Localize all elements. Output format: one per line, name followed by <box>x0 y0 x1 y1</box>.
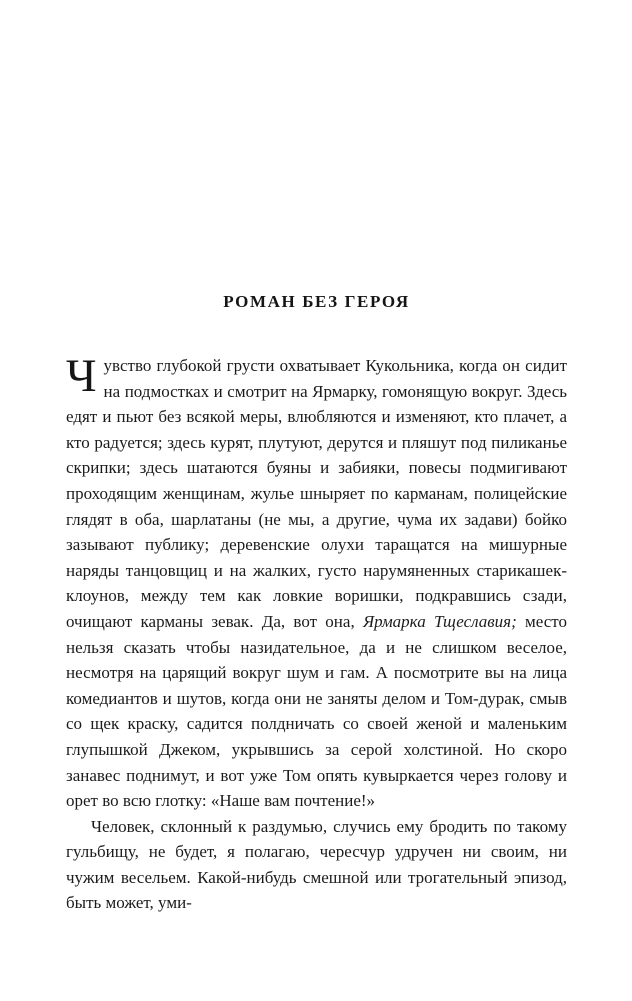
drop-cap: Ч <box>66 350 97 402</box>
page-title: РОМАН БЕЗ ГЕРОЯ <box>223 292 410 311</box>
text-block <box>66 350 567 916</box>
text-segment: увство глубокой грусти охватывает Кукольника, когда он сидит на подмостках и смотрит на Ярмарку, гомонящую вокруг. Здесь едят и пьют без всякой меры, влюбляются и изменяют, кто плачет, а кто радуется; здесь курят, плутуют, дерутся и пляшут под пиликанье скрипки; здесь шатаются буяны и забияки, повесы подмигивают проходящим женщинам, жулье шныряет по карманам, полицейские глядят в оба, шарлатаны (не мы, а другие, чума их задави) бойко зазывают публику; деревенские олухи таращатся на мишурные наряды танцовщиц и на жалких, густо нарумяненных старикашек-клоунов, между тем как ловкие воришки, подкравшись сзади, очищают карманы зевак. Да, вот она, <box>66 356 567 631</box>
text-segment: Человек, склонный к раздумью, случись ему бродить по такому гульбищу, не будет, я полагаю, чересчур удручен ни своим, ни чужим весельем. Какой-нибудь смешной или трогательный эпизод, быть может, уми- <box>66 816 567 913</box>
paragraph <box>66 350 567 814</box>
paragraph <box>66 814 567 916</box>
text-segment: место нельзя сказать чтобы назидательное, да и не слишком веселое, несмотря на царящий вокруг шум и гам. А посмотрите вы на лица комедиантов и шутов, когда они не заняты делом и Том-дурак, смыв со щек краску, садится полдничать со своей женой и маленьким глупышкой Джеком, укрывшись за серой холстиной. Но скоро занавес поднимут, и вот уже Том опять кувыркается через голову и орет во всю глотку: «Наше вам почтение!» <box>66 611 567 811</box>
italic-text-segment: Ярмарка Тщеславия; <box>363 611 517 631</box>
